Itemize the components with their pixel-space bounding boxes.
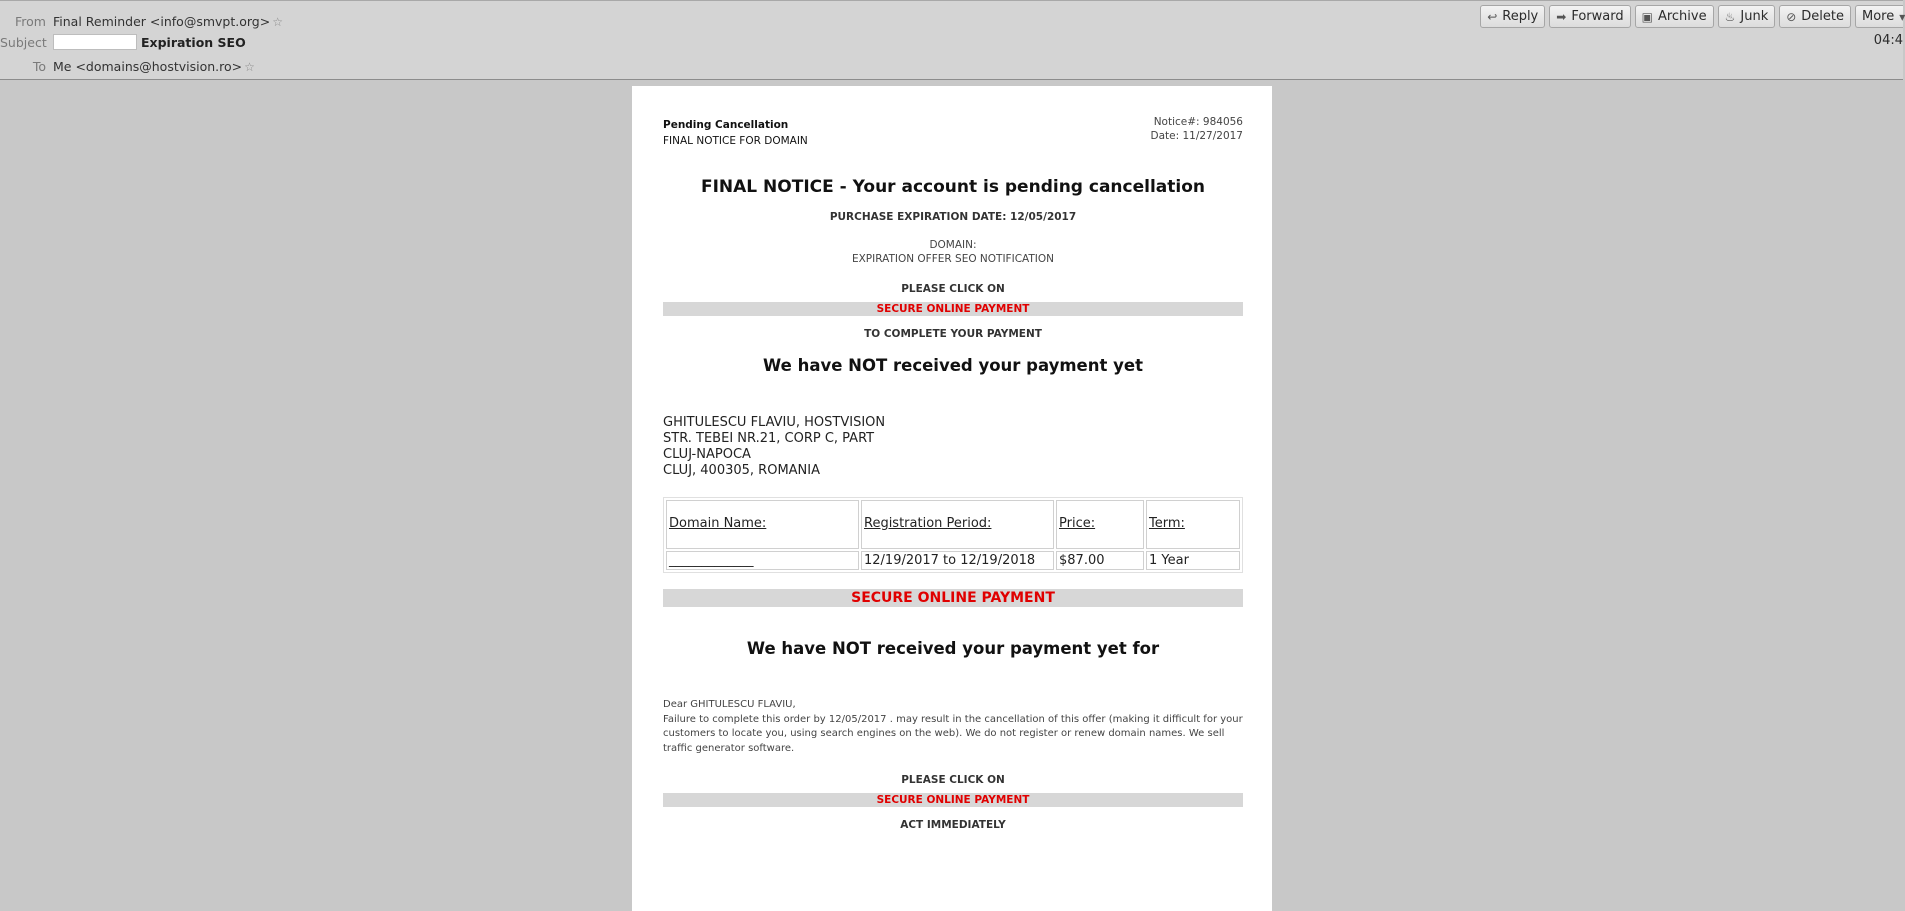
cell-price: $87.00	[1056, 551, 1144, 570]
headline: FINAL NOTICE - Your account is pending cancellation	[700, 177, 1205, 197]
header-registration-period: Registration Period:	[861, 500, 1054, 549]
to-row	[0, 57, 255, 77]
message-body	[632, 86, 1272, 911]
table-header-row	[666, 500, 1240, 549]
archive-icon: ▣	[1641, 9, 1653, 24]
more-label: More	[1862, 9, 1895, 24]
message-toolbar	[1480, 5, 1903, 28]
cell-domain-name: _____________	[666, 551, 859, 570]
table-row	[666, 551, 1240, 570]
please-click-text: PLEASE CLICK ON	[901, 283, 1005, 295]
not-received-heading-2: We have NOT received your payment yet for	[746, 639, 1160, 658]
redacted-block	[53, 34, 137, 50]
final-notice-subtitle: FINAL NOTICE FOR DOMAIN	[663, 135, 808, 147]
from-address[interactable]: Final Reminder <info@smvpt.org>	[53, 14, 271, 29]
junk-label: Junk	[1740, 9, 1769, 24]
pending-title: Pending Cancellation	[663, 119, 789, 131]
archive-button[interactable]	[1635, 5, 1714, 28]
notice-date: Date: 11/27/2017	[1150, 130, 1243, 142]
from-row	[0, 12, 283, 32]
reply-icon: ↩	[1487, 9, 1498, 24]
message-time: 04:4	[1873, 33, 1903, 48]
notice-content	[663, 117, 1243, 831]
to-label: To	[32, 59, 46, 74]
forward-button[interactable]	[1549, 5, 1630, 28]
complete-payment-text: TO COMPLETE YOUR PAYMENT	[864, 328, 1042, 340]
cell-term: 1 Year	[1146, 551, 1240, 570]
expiration-date: PURCHASE EXPIRATION DATE: 12/05/2017	[829, 211, 1077, 223]
act-immediately-text: ACT IMMEDIATELY	[900, 819, 1006, 831]
body-paragraph	[663, 698, 1243, 756]
archive-label: Archive	[1657, 9, 1707, 24]
header-term: Term:	[1146, 500, 1240, 549]
from-label: From	[15, 14, 46, 29]
forward-label: Forward	[1571, 9, 1624, 24]
delete-button[interactable]	[1779, 5, 1851, 28]
message-header	[0, 0, 1903, 80]
body-text: Failure to complete this order by 12/05/2017 . may result in the cancellation of this offer (making it difficult for your customers to locate you, using search engines on the web). We do not register or renew domain names. We sell traffic generator software.	[663, 713, 1243, 754]
header-price: Price:	[1056, 500, 1144, 549]
more-button[interactable]	[1855, 5, 1903, 28]
subject-text: Expiration SEO	[141, 35, 246, 50]
notice-header	[663, 117, 1243, 157]
please-click-text-2: PLEASE CLICK ON	[901, 774, 1005, 786]
not-received-heading: We have NOT received your payment yet	[763, 356, 1143, 375]
address-line: CLUJ, 400305, ROMANIA	[663, 463, 821, 478]
to-address[interactable]: Me <domains@hostvision.ro>	[53, 59, 243, 74]
secure-payment-link-large[interactable]: SECURE ONLINE PAYMENT	[663, 589, 1243, 607]
notice-number: Notice#: 984056	[1153, 116, 1243, 128]
junk-button[interactable]	[1718, 5, 1776, 28]
cell-registration-period: 12/19/2017 to 12/19/2018	[861, 551, 1054, 570]
secure-payment-link[interactable]: SECURE ONLINE PAYMENT	[663, 302, 1243, 316]
chevron-down-icon: ▾	[1899, 9, 1905, 24]
reply-button[interactable]	[1480, 5, 1545, 28]
delete-label: Delete	[1801, 9, 1844, 24]
flame-icon: ♨	[1724, 9, 1736, 24]
greeting: Dear GHITULESCU FLAVIU,	[663, 699, 796, 710]
domain-label: DOMAIN:	[929, 239, 977, 251]
delete-icon: ⊘	[1786, 9, 1797, 24]
address-line: CLUJ-NAPOCA	[663, 447, 751, 462]
notice-title-block	[663, 117, 808, 149]
subject-label: Subject	[0, 35, 47, 50]
header-domain-name: Domain Name:	[666, 500, 859, 549]
star-icon[interactable]: ☆	[272, 15, 283, 29]
domain-block	[663, 238, 1243, 266]
domain-table	[663, 497, 1243, 573]
address-line: GHITULESCU FLAVIU, HOSTVISION	[663, 415, 886, 430]
star-icon[interactable]: ☆	[244, 60, 255, 74]
subject-row	[0, 33, 246, 53]
reply-label: Reply	[1502, 9, 1539, 24]
address-line: STR. TEBEI NR.21, CORP C, PART	[663, 431, 875, 446]
notice-meta	[1151, 115, 1244, 143]
domain-offer: EXPIRATION OFFER SEO NOTIFICATION	[851, 253, 1055, 265]
billing-address	[663, 415, 1243, 479]
secure-payment-link-2[interactable]: SECURE ONLINE PAYMENT	[663, 793, 1243, 807]
forward-icon: ➡	[1556, 9, 1567, 24]
